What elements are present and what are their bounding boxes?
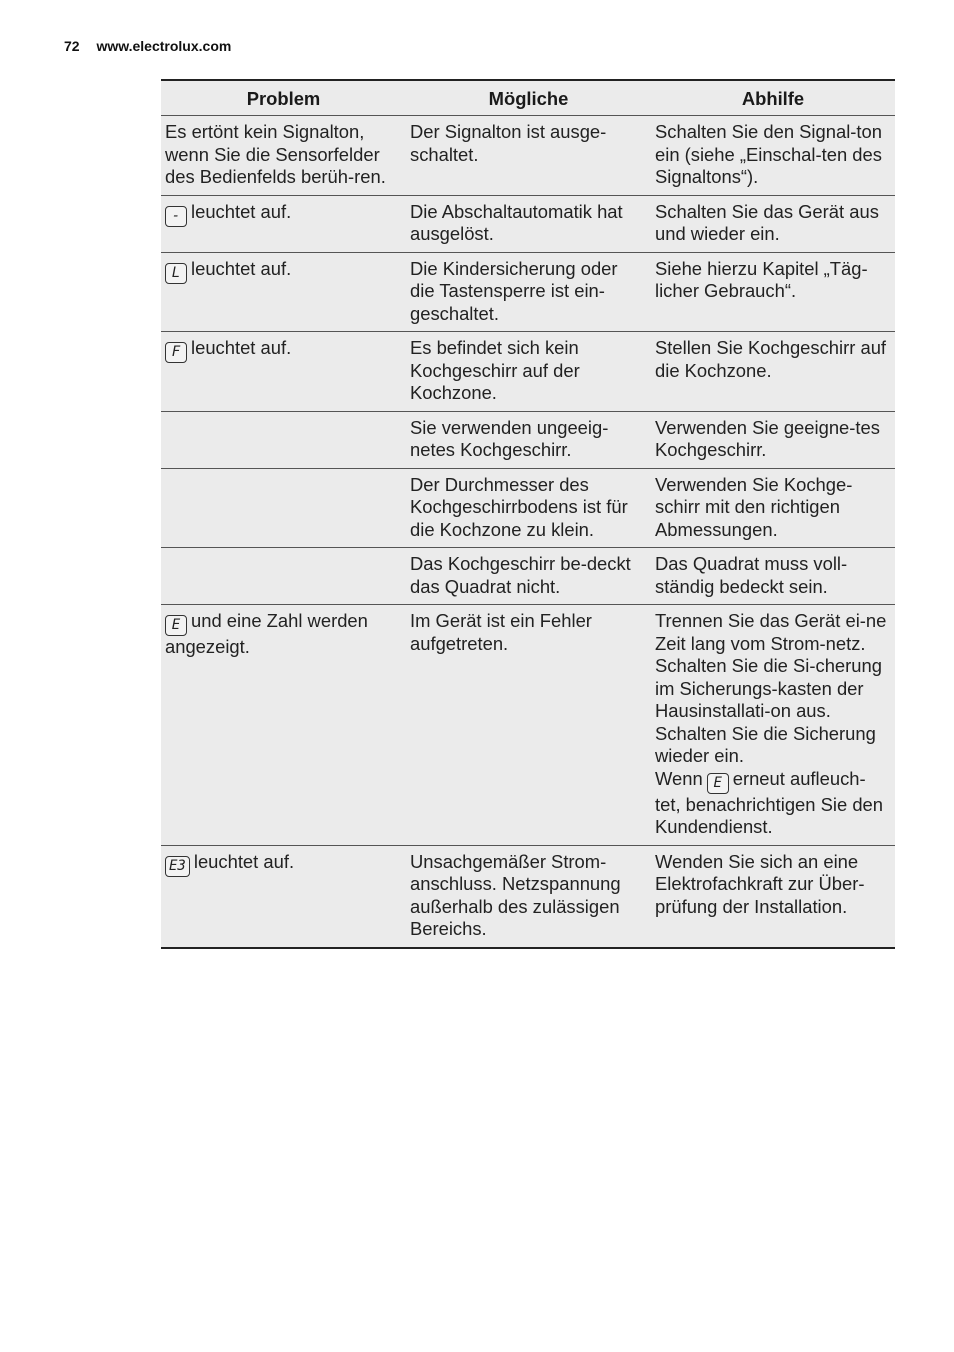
column-header-remedy: Abhilfe	[651, 80, 895, 116]
table-row	[161, 605, 895, 846]
display-symbol: -	[165, 206, 187, 227]
problem-cell	[161, 252, 406, 332]
page-header	[64, 38, 231, 54]
problem-text: und eine Zahl werden angezeigt.	[165, 610, 368, 657]
cause-cell: Die Abschaltautomatik hat ausgelöst.	[406, 195, 651, 252]
problem-cell	[161, 116, 406, 196]
table-header-row	[161, 80, 895, 116]
problem-cell	[161, 605, 406, 846]
cause-cell: Das Kochgeschirr be-deckt das Quadrat nicht.	[406, 548, 651, 605]
problem-text: leuchtet auf.	[191, 337, 292, 358]
remedy-cell: Schalten Sie den Signal-ton ein (siehe „Einschal-ten des Signaltons“).	[651, 116, 895, 196]
table-row	[161, 468, 895, 548]
remedy-cell: Stellen Sie Kochgeschirr auf die Kochzone.	[651, 332, 895, 412]
problem-cell	[161, 411, 406, 468]
remedy-suffix: erneut aufleuch-tet, benachrichtigen Sie den Kundendienst.	[655, 767, 883, 837]
table-row	[161, 195, 895, 252]
cause-cell: Die Kindersicherung oder die Tastensperre ist ein-geschaltet.	[406, 252, 651, 332]
problem-text: leuchtet auf.	[193, 850, 295, 872]
remedy-cell: Schalten Sie das Gerät aus und wieder ein.	[651, 195, 895, 252]
column-header-problem: Problem	[161, 80, 406, 116]
problem-cell	[161, 548, 406, 605]
troubleshooting-table	[161, 79, 895, 949]
table-row	[161, 116, 895, 196]
cause-cell: Es befindet sich kein Kochgeschirr auf der Kochzone.	[406, 332, 651, 412]
table-row	[161, 252, 895, 332]
remedy-cell: Siehe hierzu Kapitel „Täg-licher Gebrauch“.	[651, 252, 895, 332]
table-row	[161, 411, 895, 468]
display-symbol: L	[165, 263, 187, 284]
problem-text: Es ertönt kein Signalton, wenn Sie die Sensorfelder des Bedienfelds berüh-ren.	[165, 121, 386, 187]
display-symbol: E	[707, 773, 729, 794]
cause-cell: Unsachgemäßer Strom-anschluss. Netzspannung außerhalb des zulässigen Bereichs.	[406, 845, 651, 948]
cause-cell: Der Durchmesser des Kochgeschirrbodens ist für die Kochzone zu klein.	[406, 468, 651, 548]
remedy-cell: Das Quadrat muss voll-ständig bedeckt sein.	[651, 548, 895, 605]
page-number: 72	[64, 38, 80, 54]
remedy-cell: Wenden Sie sich an eine Elektrofachkraft zur Über-prüfung der Installation.	[651, 845, 895, 948]
problem-cell	[161, 332, 406, 412]
column-header-cause: Mögliche	[406, 80, 651, 116]
problem-cell	[161, 468, 406, 548]
website-url: www.electrolux.com	[96, 38, 232, 54]
remedy-cell: Verwenden Sie Kochge-schirr mit den richtigen Abmessungen.	[651, 468, 895, 548]
cause-cell: Im Gerät ist ein Fehler aufgetreten.	[406, 605, 651, 846]
display-symbol: E3	[165, 856, 190, 877]
cause-cell: Sie verwenden ungeeig-netes Kochgeschirr.	[406, 411, 651, 468]
table-row	[161, 845, 895, 948]
cause-cell: Der Signalton ist ausge-schaltet.	[406, 116, 651, 196]
table-row	[161, 548, 895, 605]
table-row	[161, 332, 895, 412]
problem-cell	[161, 195, 406, 252]
display-symbol: E	[165, 615, 187, 636]
display-symbol: F	[165, 342, 187, 363]
problem-cell	[161, 845, 406, 948]
problem-text: leuchtet auf.	[191, 200, 292, 222]
remedy-cell	[651, 605, 895, 846]
problem-text: leuchtet auf.	[191, 257, 292, 279]
remedy-text: Trennen Sie das Gerät ei-ne Zeit lang vom Strom-netz. Schalten Sie die Si-cherung im Sicherungs-kasten der Hausinstallati-on aus. Schalten Sie die Sicherung wieder ein.	[655, 610, 887, 766]
remedy-prefix: Wenn	[655, 767, 703, 789]
remedy-cell: Verwenden Sie geeigne-tes Kochgeschirr.	[651, 411, 895, 468]
